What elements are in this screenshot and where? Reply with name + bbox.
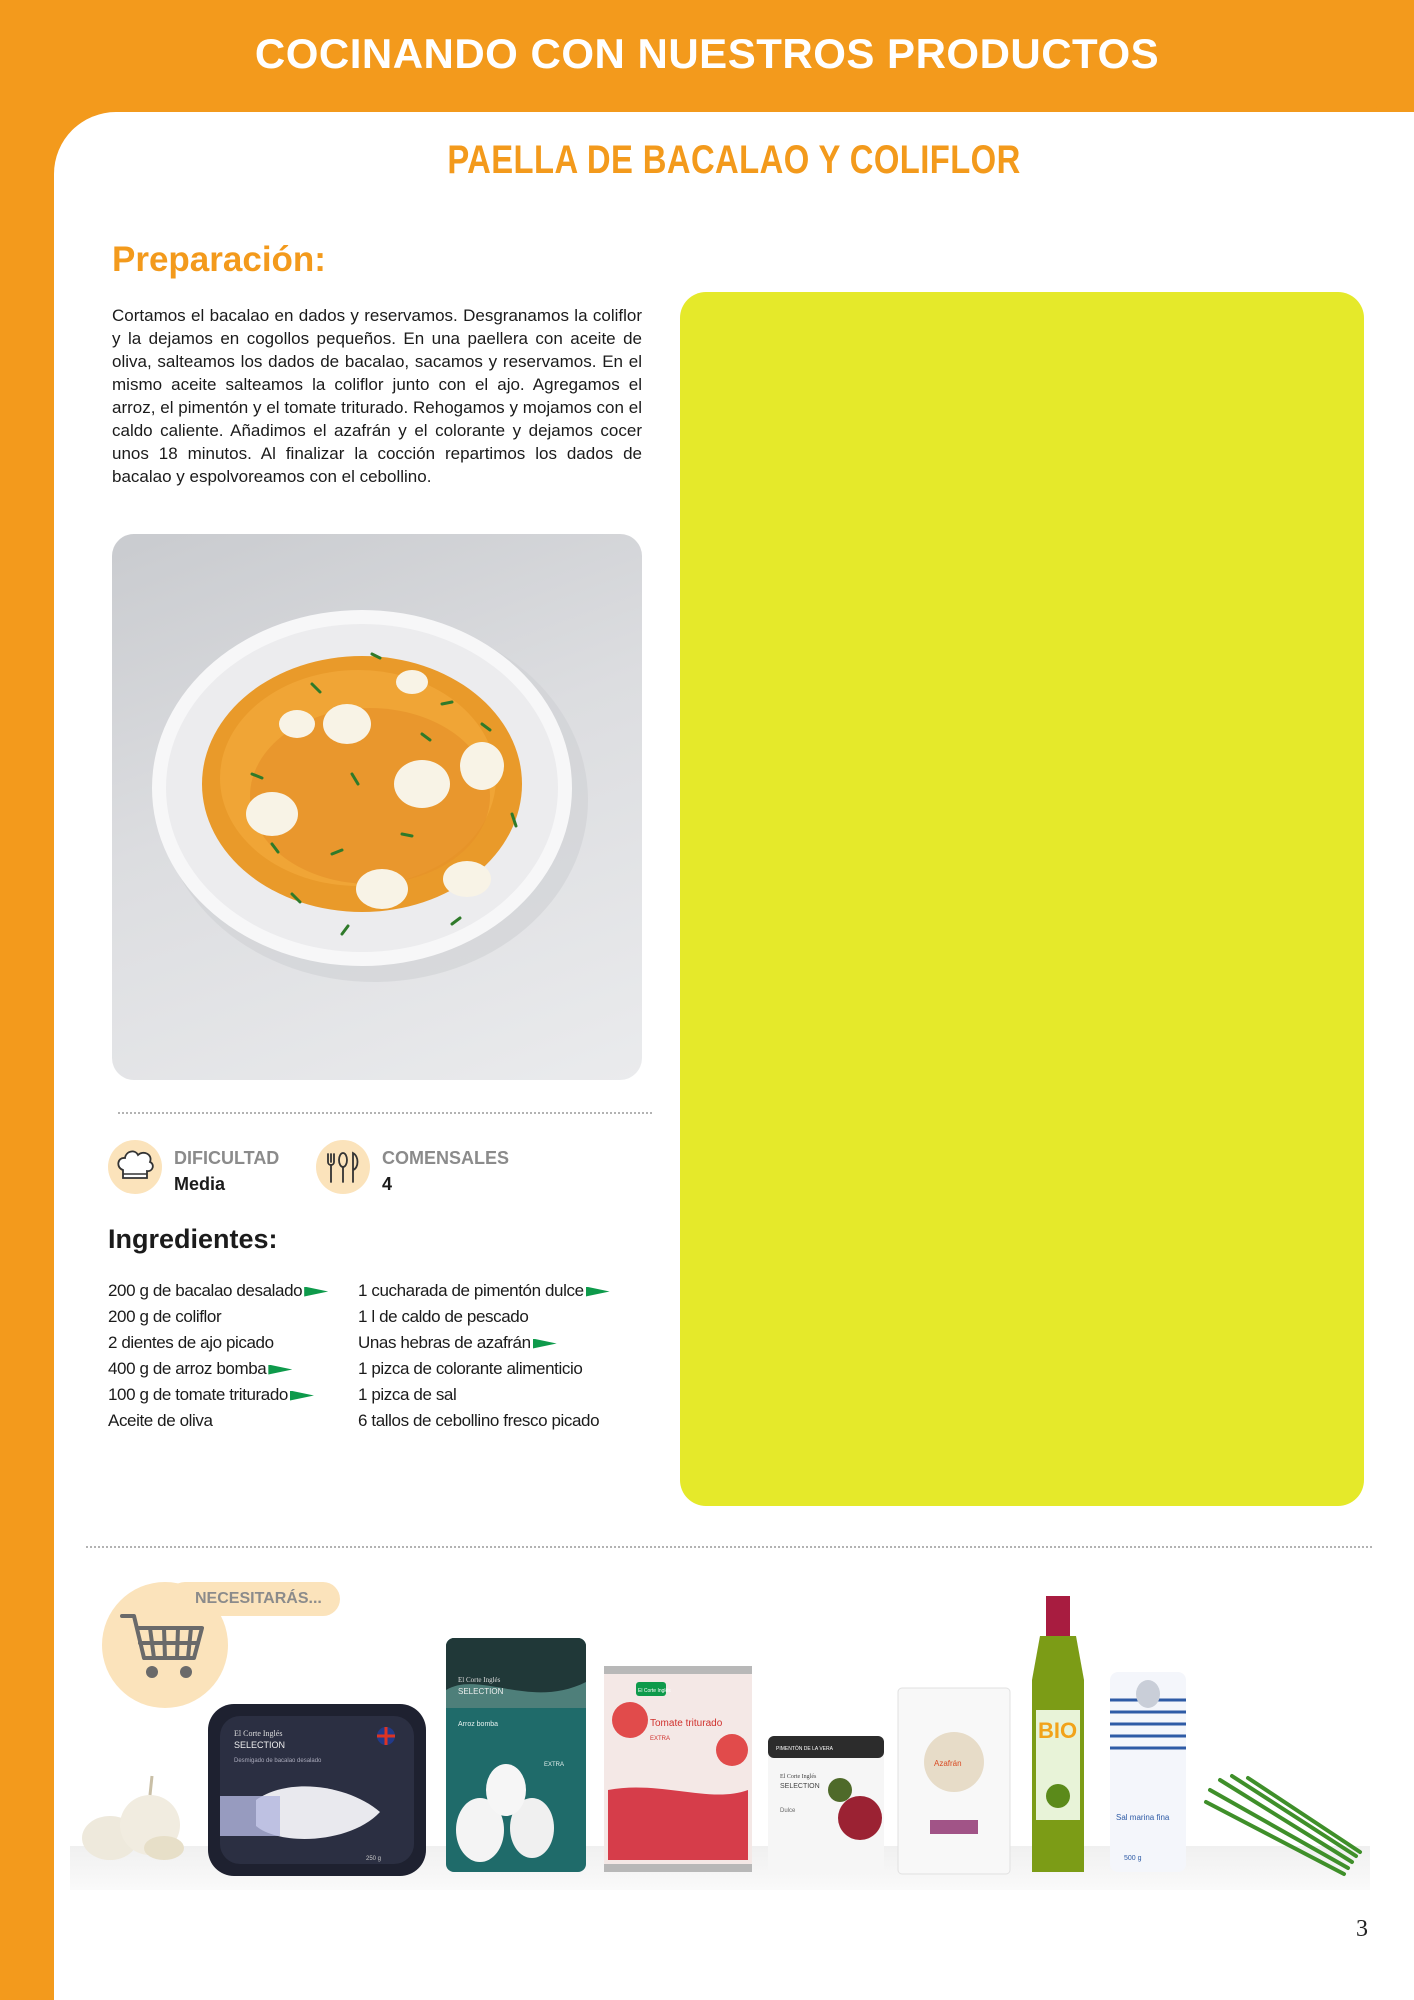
paprika-name: Dulce xyxy=(780,1808,796,1814)
paprika-brand: El Corte Inglés xyxy=(780,1774,817,1780)
garlic-product xyxy=(82,1776,184,1860)
rice-package xyxy=(446,1638,586,1872)
rice-brand: El Corte Inglés xyxy=(458,1676,501,1684)
ingredient-text: 1 pizca de colorante alimenticio xyxy=(358,1359,583,1378)
ingredient-text: Aceite de oliva xyxy=(108,1411,213,1430)
ingredient-item xyxy=(358,1330,610,1356)
rice-grade: EXTRA xyxy=(544,1762,565,1768)
store-flag-icon xyxy=(290,1391,314,1401)
divider xyxy=(118,1112,652,1114)
ingredient-text: 2 dientes de ajo picado xyxy=(108,1333,274,1352)
yellow-panel xyxy=(680,292,1364,1506)
paprika-header: PIMENTÓN DE LA VERA xyxy=(776,1746,833,1752)
ingredient-text: 100 g de tomate triturado xyxy=(108,1385,288,1404)
tomato-name: Tomate triturado xyxy=(650,1718,723,1729)
products-strip xyxy=(60,1590,1380,1890)
paella-illustration xyxy=(112,534,642,1080)
oil-label: BIO xyxy=(1038,1718,1078,1743)
rice-name: Arroz bomba xyxy=(458,1721,499,1728)
ingredient-item xyxy=(108,1278,328,1304)
ingredients-column-1 xyxy=(108,1278,328,1434)
difficulty-label: DIFICULTAD xyxy=(174,1148,280,1168)
cod-desc: Desmigado de bacalao desalado xyxy=(234,1758,322,1764)
ingredient-item xyxy=(108,1382,328,1408)
ingredient-item xyxy=(358,1278,610,1304)
cod-line: SELECTION xyxy=(234,1740,286,1750)
dish-photo xyxy=(112,534,642,1080)
ingredient-text: 1 pizca de sal xyxy=(358,1385,457,1404)
need-label: NECESITARÁS... xyxy=(195,1590,322,1607)
paprika-tin xyxy=(768,1736,884,1874)
store-flag-icon xyxy=(304,1287,328,1297)
ingredient-item xyxy=(358,1382,610,1408)
ingredient-text: 400 g de arroz bomba xyxy=(108,1359,267,1378)
preparation-heading: Preparación: xyxy=(112,240,326,279)
ingredient-item xyxy=(358,1304,610,1330)
cutlery-icon xyxy=(316,1140,370,1194)
divider xyxy=(86,1546,1372,1548)
ingredient-item xyxy=(108,1304,328,1330)
recipe-title: PAELLA DE BACALAO Y COLIFLOR xyxy=(447,138,1021,182)
ingredient-text: 6 tallos de cebollino fresco picado xyxy=(358,1411,600,1430)
saffron-name: Azafrán xyxy=(934,1759,962,1768)
servings-value: 4 xyxy=(382,1174,393,1194)
page-header-title: COCINANDO CON NUESTROS PRODUCTOS xyxy=(254,30,1160,77)
store-flag-icon xyxy=(268,1365,292,1375)
preparation-text: Cortamos el bacalao en dados y reservamos. Desgranamos la coliflor y la dejamos en cogollos pequeños. En una paellera con aceite de oliva, salteamos los dados de bacalao, sacamos y reservamos. En el mismo aceite salteamos la coliflor junto con el ajo. Agregamos el arroz, el pimentón y el tomate triturado. Rehogamos y mojamos con el caldo caliente. Añadimos el azafrán y el colorante y dejamos cocer unos 18 minutos. Al finalizar la cocción repartimos los dados de bacalao y espolvoreamos con el cebollino. xyxy=(112,306,642,486)
saffron-packet xyxy=(898,1688,1010,1874)
ingredients-heading: Ingredientes: xyxy=(108,1224,278,1254)
paprika-line: SELECTION xyxy=(780,1783,820,1790)
tomato-can xyxy=(604,1666,752,1872)
olive-oil-bottle xyxy=(1032,1596,1084,1872)
ingredient-item xyxy=(108,1408,328,1434)
cod-package xyxy=(208,1704,426,1876)
difficulty-value: Media xyxy=(174,1174,226,1194)
salt-weight: 500 g xyxy=(1124,1855,1142,1862)
salt-name: Sal marina fina xyxy=(1116,1813,1170,1822)
store-flag-icon xyxy=(533,1339,557,1349)
servings-label: COMENSALES xyxy=(382,1148,510,1168)
rice-line: SELECTION xyxy=(458,1687,504,1696)
ingredient-text: 200 g de coliflor xyxy=(108,1307,222,1326)
ingredient-text: 200 g de bacalao desalado xyxy=(108,1281,303,1300)
cod-brand: El Corte Inglés xyxy=(234,1729,283,1738)
ingredient-text: Unas hebras de azafrán xyxy=(358,1333,531,1352)
salt-container xyxy=(1110,1672,1186,1872)
ingredient-item xyxy=(108,1330,328,1356)
ingredient-item xyxy=(358,1408,610,1434)
ingredient-text: 1 cucharada de pimentón dulce xyxy=(358,1281,584,1300)
store-flag-icon xyxy=(586,1287,610,1297)
cod-weight: 250 g xyxy=(366,1856,382,1862)
ingredient-item xyxy=(108,1356,328,1382)
tomato-grade: EXTRA xyxy=(650,1736,671,1742)
page-number: 3 xyxy=(1356,1916,1368,1942)
ingredients-column-2 xyxy=(358,1278,610,1434)
chives-product xyxy=(1206,1776,1360,1874)
tomato-brand: El Corte Inglés xyxy=(638,1688,671,1694)
ingredient-item xyxy=(358,1356,610,1382)
ingredient-text: 1 l de caldo de pescado xyxy=(358,1307,529,1326)
chef-hat-icon xyxy=(108,1140,162,1194)
